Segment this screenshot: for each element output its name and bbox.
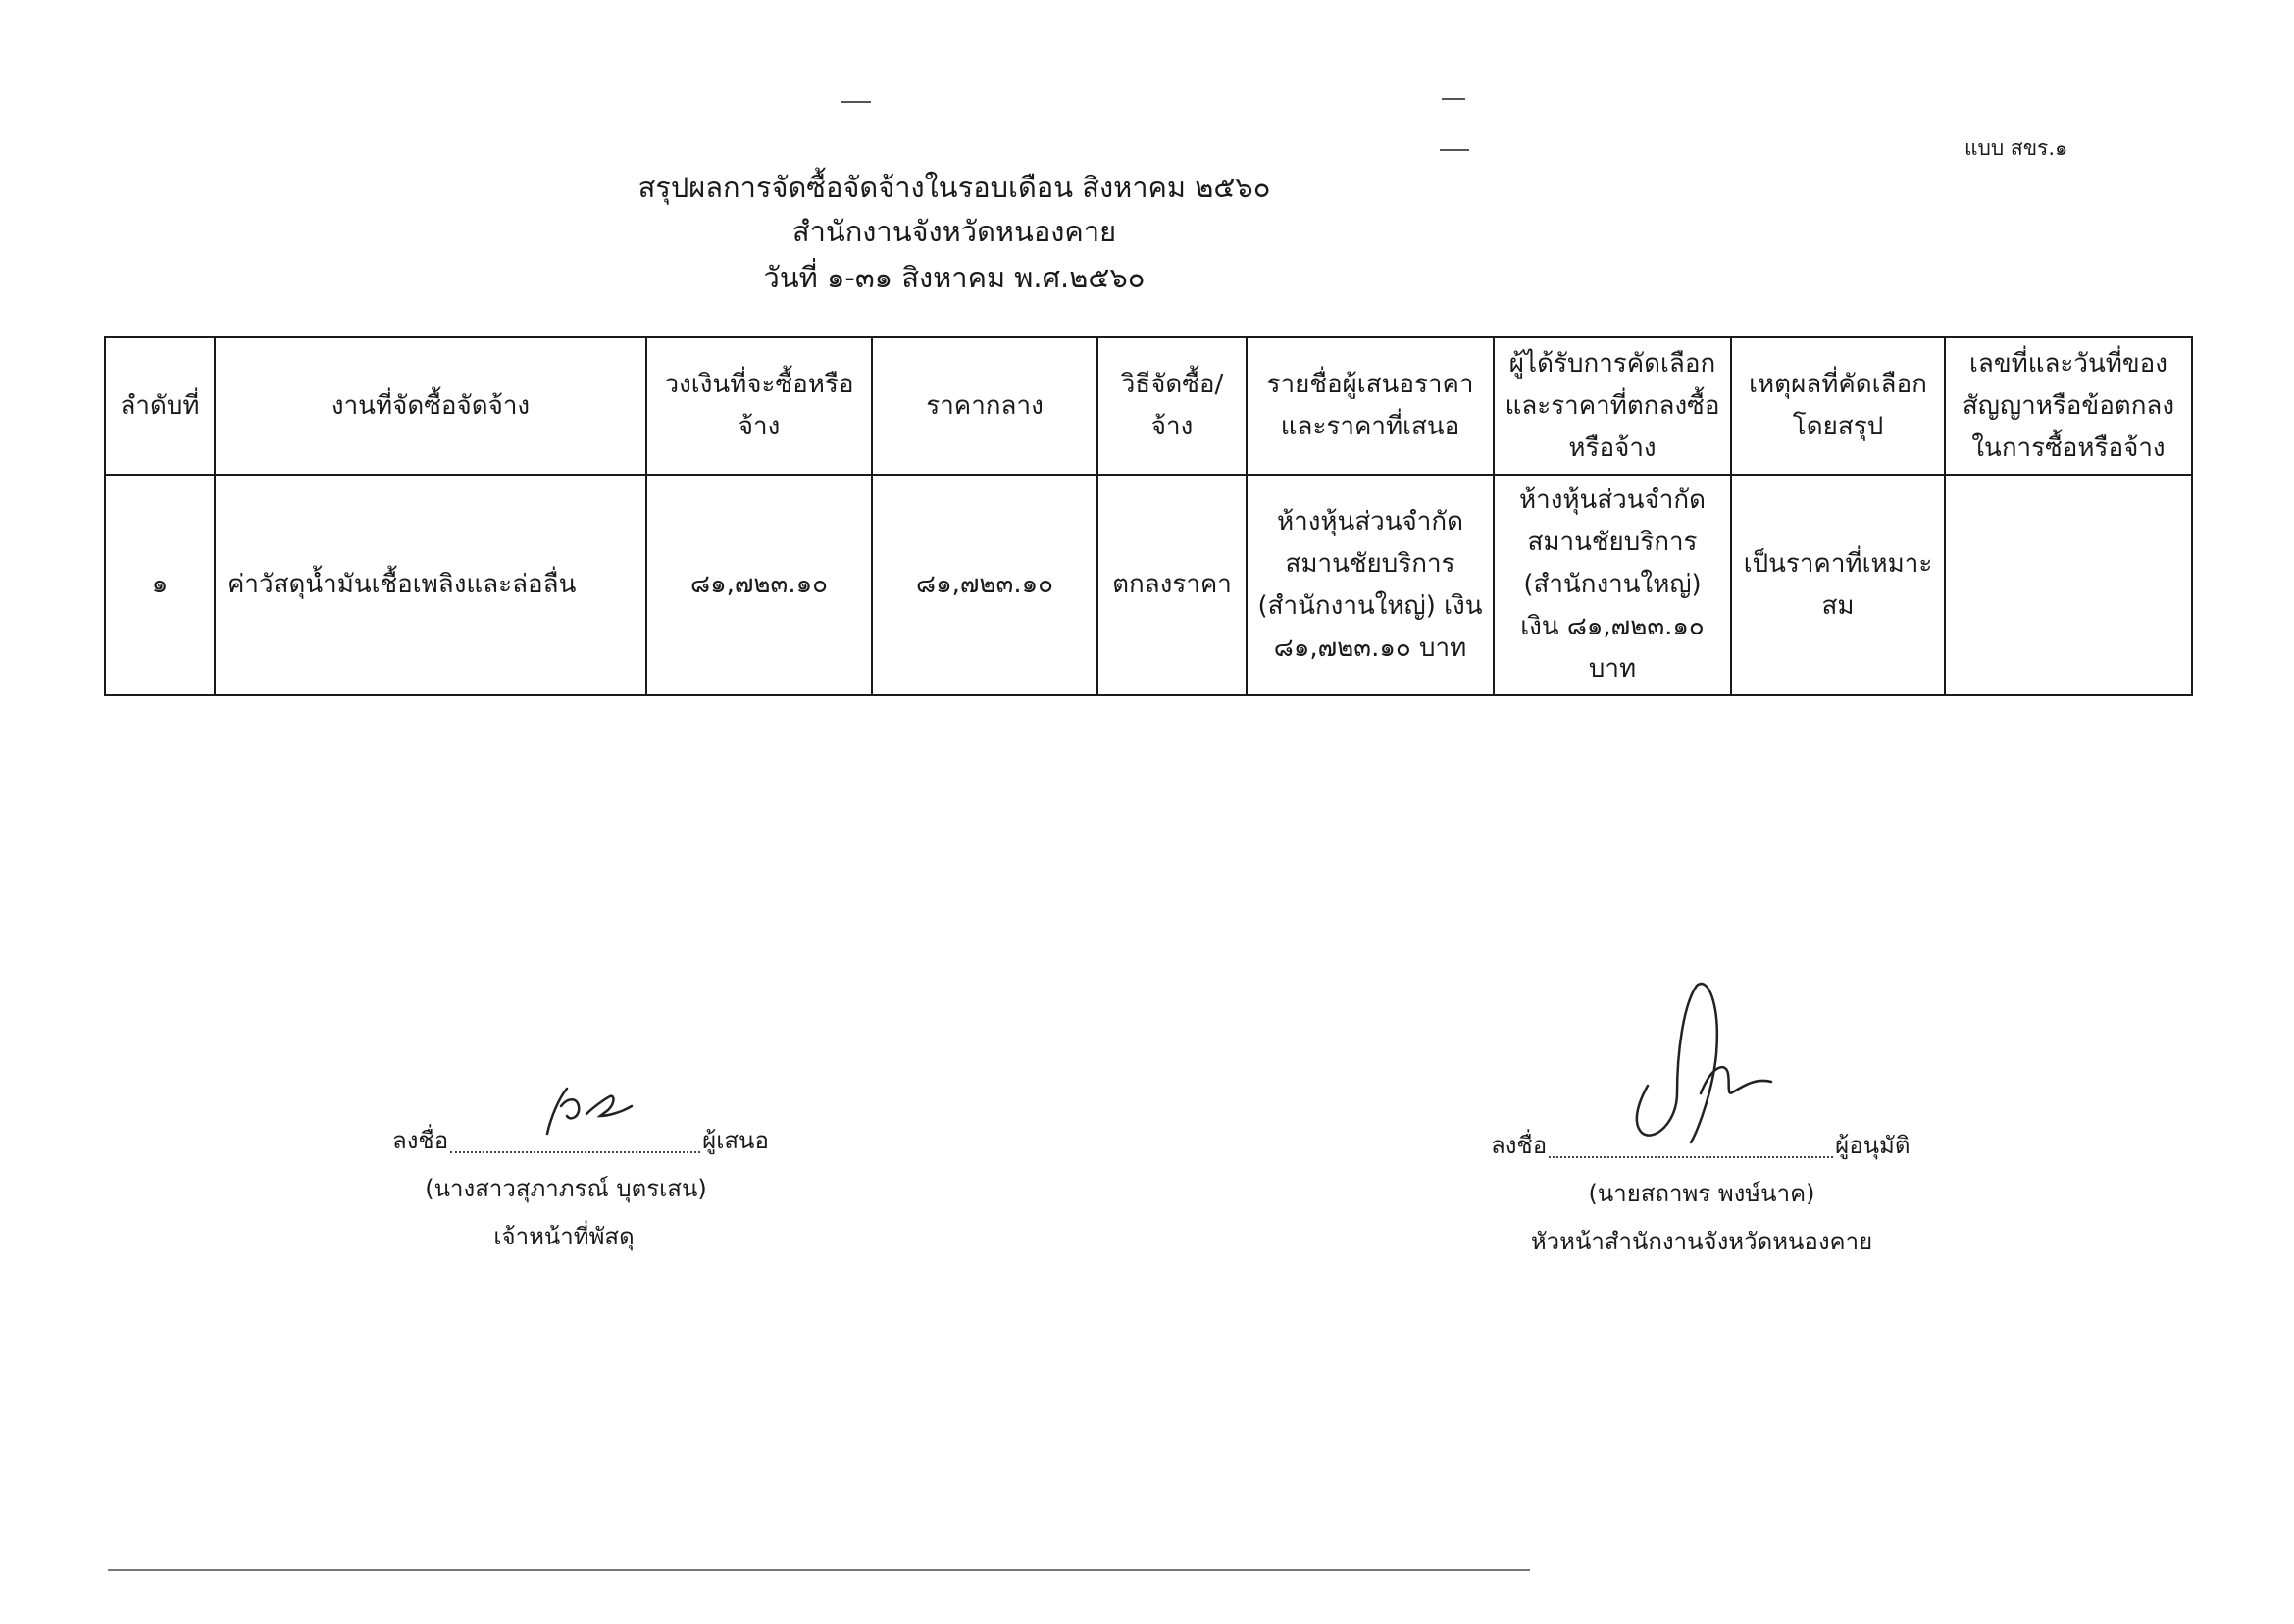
proposer-name: (นางสาวสุภาภรณ์ บุตรเสน) bbox=[425, 1175, 707, 1202]
column-header-bidders: รายชื่อผู้เสนอราคาและราคาที่เสนอ bbox=[1247, 337, 1494, 475]
proposer-signature-block bbox=[392, 1121, 785, 1255]
proposer-signature-dotted-line bbox=[450, 1147, 700, 1153]
cell-item: ค่าวัสดุน้ำมันเชื้อเพลิงและล่อลื่น bbox=[215, 475, 646, 695]
cell-method: ตกลงราคา bbox=[1097, 475, 1247, 695]
approver-signature-dotted-line bbox=[1549, 1152, 1833, 1158]
cell-contract bbox=[1945, 475, 2192, 695]
approver-signature-block bbox=[1491, 1126, 1912, 1260]
scan-mark bbox=[1440, 149, 1469, 151]
column-header-no: ลำดับที่ bbox=[105, 337, 215, 475]
scan-mark bbox=[1442, 98, 1465, 100]
approver-role: ผู้อนุมัติ bbox=[1835, 1132, 1911, 1159]
column-header-item: งานที่จัดซื้อจัดจ้าง bbox=[215, 337, 646, 475]
approver-sign-line bbox=[1491, 1126, 1912, 1164]
date-range: วันที่ ๑-๓๑ สิงหาคม พ.ศ.๒๕๖๐ bbox=[763, 261, 1146, 294]
approver-name: (นายสถาพร พงษ์นาค) bbox=[1588, 1180, 1815, 1207]
column-header-median-price: ราคากลาง bbox=[872, 337, 1097, 475]
form-code: แบบ สขร.๑ bbox=[1964, 136, 2068, 160]
scan-mark bbox=[108, 1569, 1530, 1571]
column-header-selected: ผู้ได้รับการคัดเลือกและราคาที่ตกลงซื้อหรือจ้าง bbox=[1494, 337, 1731, 475]
proposer-position: เจ้าหน้าที่พัสดุ bbox=[493, 1223, 635, 1250]
cell-selected: ห้างหุ้นส่วนจำกัด สมานชัยบริการ (สำนักงานใหญ่) เงิน ๘๑,๗๒๓.๑๐ บาท bbox=[1494, 475, 1731, 695]
table-row bbox=[105, 475, 2192, 695]
cell-median-price: ๘๑,๗๒๓.๑๐ bbox=[872, 475, 1097, 695]
procurement-summary-table bbox=[104, 336, 2193, 696]
cell-no: ๑ bbox=[105, 475, 215, 695]
column-header-method: วิธีจัดซื้อ/จ้าง bbox=[1097, 337, 1247, 475]
document-title: สรุปผลการจัดซื้อจัดจ้างในรอบเดือน สิงหาคม ๒๕๖๐ bbox=[637, 171, 1271, 204]
approver-position: หัวหน้าสำนักงานจังหวัดหนองคาย bbox=[1530, 1228, 1873, 1255]
cell-bidders: ห้างหุ้นส่วนจำกัด สมานชัยบริการ (สำนักงานใหญ่) เงิน ๘๑,๗๒๓.๑๐ บาท bbox=[1247, 475, 1494, 695]
cell-budget: ๘๑,๗๒๓.๑๐ bbox=[646, 475, 872, 695]
column-header-reason: เหตุผลที่คัดเลือกโดยสรุป bbox=[1731, 337, 1945, 475]
office-name: สำนักงานจังหวัดหนองคาย bbox=[791, 215, 1117, 248]
proposer-sign-label: ลงชื่อ bbox=[392, 1127, 449, 1154]
scan-mark bbox=[841, 101, 871, 103]
proposer-role: ผู้เสนอ bbox=[702, 1127, 769, 1154]
column-header-budget: วงเงินที่จะซื้อหรือจ้าง bbox=[646, 337, 872, 475]
column-header-contract: เลขที่และวันที่ของสัญญาหรือข้อตกลงในการซื้อหรือจ้าง bbox=[1945, 337, 2192, 475]
approver-signature bbox=[1618, 976, 1795, 1147]
approver-sign-label: ลงชื่อ bbox=[1491, 1132, 1548, 1159]
proposer-sign-line bbox=[392, 1121, 785, 1159]
cell-reason: เป็นราคาที่เหมาะสม bbox=[1731, 475, 1945, 695]
table-header-row bbox=[105, 337, 2192, 475]
